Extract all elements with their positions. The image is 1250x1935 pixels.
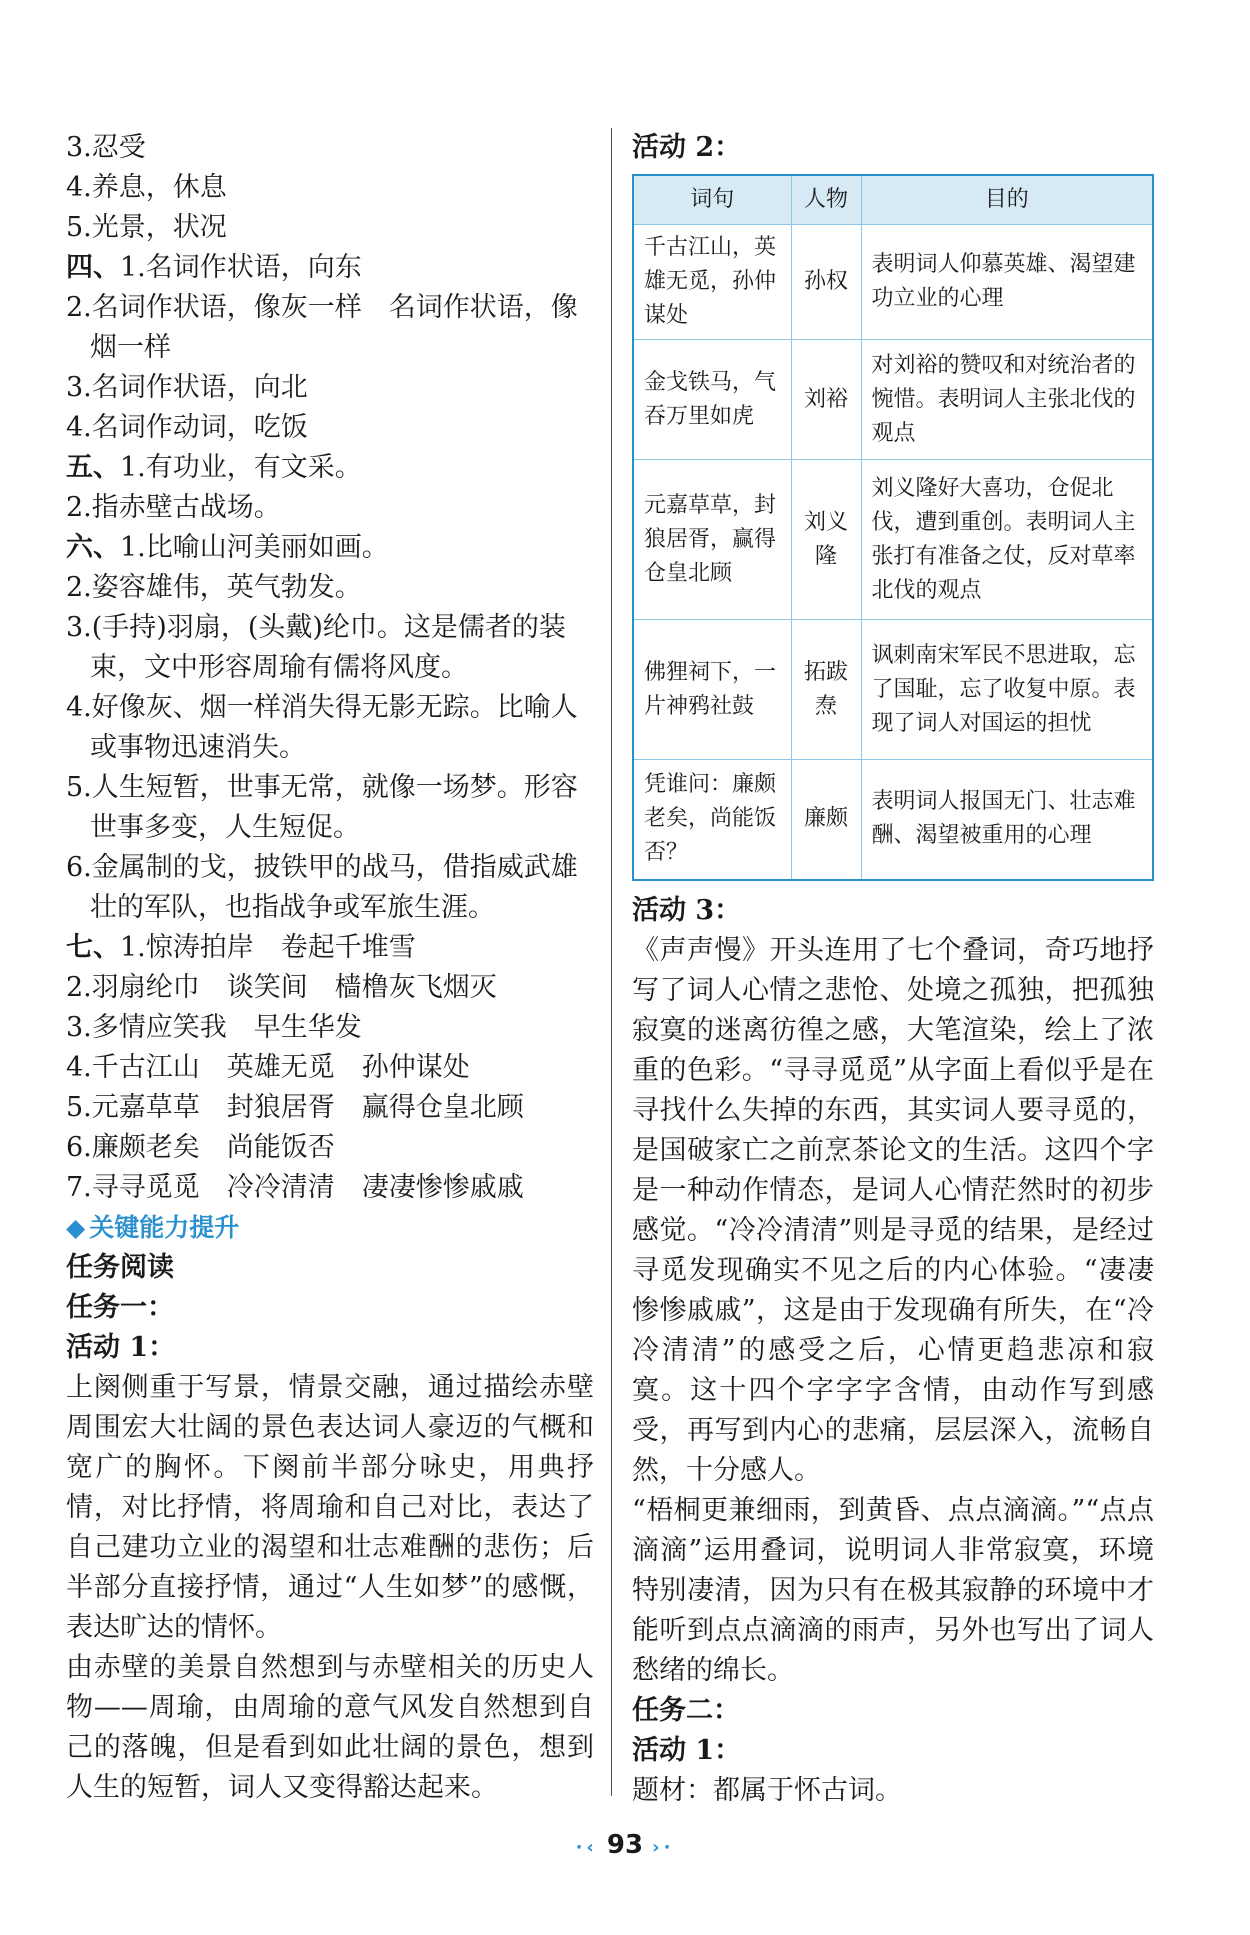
table-header: 目的: [861, 175, 1153, 225]
answer-line: 4.养息，休息: [66, 172, 227, 203]
answer-paragraph: “梧桐更兼细雨，到黄昏、点点滴滴。”“点点滴滴”运用叠词，说明词人非常寂寞，环境特别凄清，因为只有在极其寂静的环境中才能听到点点滴滴的雨声，另外也写出了词人愁绪的绵长。: [632, 1494, 1154, 1686]
table-header: 词句: [633, 175, 791, 225]
answer-line: 3.(手持)羽扇，(头戴)纶巾。这是儒者的装: [66, 612, 566, 643]
answer-line: 4.好像灰、烟一样消失得无影无踪。比喻人: [66, 692, 578, 723]
answer-line: 3.多情应笑我 早生华发: [66, 1012, 362, 1043]
answer-line: 3.忍受: [66, 132, 146, 163]
table-cell: 凭谁问：廉颇老矣，尚能饭否？: [633, 760, 791, 880]
table-row: [633, 620, 1153, 760]
table-cell: 元嘉草草，封狼居胥，赢得仓皇北顾: [633, 460, 791, 620]
diamond-icon: ◆: [66, 1213, 86, 1242]
section-number: 六、: [66, 532, 120, 563]
section-heading-text: 关键能力提升: [89, 1213, 240, 1242]
answer-line: 壮的军队，也指战争或军旅生涯。: [90, 892, 495, 923]
answer-line: 2.指赤壁古战场。: [66, 492, 281, 523]
table-cell: 刘义隆: [791, 460, 861, 620]
answer-line: 1.惊涛拍岸 卷起千堆雪: [120, 932, 416, 963]
table-row: [633, 460, 1153, 620]
table-cell: 佛狸祠下，一片神鸦社鼓: [633, 620, 791, 760]
section-number: 七、: [66, 932, 120, 963]
table-cell: 金戈铁马，气吞万里如虎: [633, 340, 791, 460]
column-divider: [611, 128, 612, 1796]
answer-line: 5.光景，状况: [66, 212, 227, 243]
table-cell: 表明词人报国无门、壮志难酬、渴望被重用的心理: [861, 760, 1153, 880]
table-row: [633, 340, 1153, 460]
answer-line: 题材：都属于怀古词。: [632, 1774, 902, 1806]
analysis-table: [632, 174, 1154, 881]
answer-line: 7.寻寻觅觅 冷冷清清 凄凄惨惨戚戚: [66, 1172, 524, 1203]
section-heading: [66, 1208, 594, 1248]
dots-decoration-icon: ›·: [652, 1837, 675, 1858]
answer-line: 束，文中形容周瑜有儒将风度。: [90, 652, 468, 683]
answer-line: 5.元嘉草草 封狼居胥 赢得仓皇北顾: [66, 1092, 524, 1123]
table-header: 人物: [791, 175, 861, 225]
answer-line: 1.有功业，有文采。: [120, 452, 362, 483]
answer-line: 4.名词作动词，吃饭: [66, 412, 308, 443]
table-cell: 对刘裕的赞叹和对统治者的惋惜。表明词人主张北伐的观点: [861, 340, 1153, 460]
dots-decoration-icon: ·‹: [575, 1837, 598, 1858]
table-cell: 讽刺南宋军民不思进取，忘了国耻，忘了收复中原。表现了词人对国运的担忧: [861, 620, 1153, 760]
answer-line: 2.姿容雄伟，英气勃发。: [66, 572, 362, 603]
table-cell: 孙权: [791, 225, 861, 340]
table-header-row: [633, 175, 1153, 225]
answer-paragraph: 由赤壁的美景自然想到与赤壁相关的历史人物——周瑜，由周瑜的意气风发自然想到自己的落魄，但是看到如此壮阔的景色，想到人生的短暂，词人又变得豁达起来。: [66, 1652, 594, 1803]
answer-line: 6.金属制的戈，披铁甲的战马，借指威武雄: [66, 852, 578, 883]
activity-heading: 活动 1：: [632, 1734, 742, 1766]
answer-line: 2.名词作状语，像灰一样 名词作状语，像: [66, 292, 578, 323]
answer-line: 世事多变，人生短促。: [90, 812, 360, 843]
table-row: [633, 760, 1153, 880]
answer-line: 4.千古江山 英雄无觅 孙仲谋处: [66, 1052, 470, 1083]
activity-heading: 活动 2：: [632, 132, 742, 163]
page-number-text: 93: [606, 1830, 644, 1860]
answer-line: 6.廉颇老矣 尚能饭否: [66, 1132, 335, 1163]
task-heading: 任务阅读: [66, 1252, 174, 1283]
table-cell: 廉颇: [791, 760, 861, 880]
activity-heading: 活动 3：: [632, 894, 742, 926]
table-row: [633, 225, 1153, 340]
section-number: 四、: [66, 252, 120, 283]
table-cell: 千古江山，英雄无觅，孙仲谋处: [633, 225, 791, 340]
table-cell: 刘义隆好大喜功，仓促北伐，遭到重创。表明词人主张打有准备之仗，反对草率北伐的观点: [861, 460, 1153, 620]
task-heading: 任务一：: [66, 1292, 174, 1323]
answer-paragraph: 上阕侧重于写景，情景交融，通过描绘赤壁周围宏大壮阔的景色表达词人豪迈的气概和宽广的胸怀。下阕前半部分咏史，用典抒情，对比抒情，将周瑜和自己对比，表达了自己建功立业的渴望和壮志难酬的悲伤；后半部分直接抒情，通过“人生如梦”的感慨，表达旷达的情怀。: [66, 1372, 594, 1643]
right-column: [632, 128, 1154, 1811]
table-cell: 表明词人仰慕英雄、渴望建功立业的心理: [861, 225, 1153, 340]
answer-line: 或事物迅速消失。: [90, 732, 306, 763]
answer-line: 5.人生短暂，世事无常，就像一场梦。形容: [66, 772, 578, 803]
answer-line: 2.羽扇纶巾 谈笑间 樯橹灰飞烟灭: [66, 972, 497, 1003]
table-cell: 刘裕: [791, 340, 861, 460]
answer-paragraph: 《声声慢》开头连用了七个叠词，奇巧地抒写了词人心情之悲怆、处境之孤独，把孤独寂寞的迷离彷徨之感，大笔渲染，绘上了浓重的色彩。“寻寻觅觅”从字面上看似乎是在寻找什么失掉的东西，其实词人要寻觅的，是国破家亡之前烹茶论文的生活。这四个字是一种动作情态，是词人心情茫然时的初步感觉。“冷冷清清”则是寻觅的结果，是经过寻觅发现确实不见之后的内心体验。“凄凄惨惨戚戚”，这是由于发现确有所失，在“冷冷清清”的感受之后，心情更趋悲凉和寂寞。这十四个字字字含情，由动作写到感受，再写到内心的悲痛，层层深入，流畅自然，十分感人。: [632, 934, 1154, 1486]
table-cell: 拓跋焘: [791, 620, 861, 760]
answer-line: 1.比喻山河美丽如画。: [120, 532, 389, 563]
task-heading: 任务二：: [632, 1694, 740, 1726]
page-number: [0, 1830, 1250, 1860]
answer-line: 1.名词作状语，向东: [120, 252, 362, 283]
answer-line: 烟一样: [90, 332, 171, 363]
section-number: 五、: [66, 452, 120, 483]
left-column: [66, 128, 594, 1808]
answer-line: 3.名词作状语，向北: [66, 372, 308, 403]
activity-heading: 活动 1：: [66, 1332, 176, 1363]
